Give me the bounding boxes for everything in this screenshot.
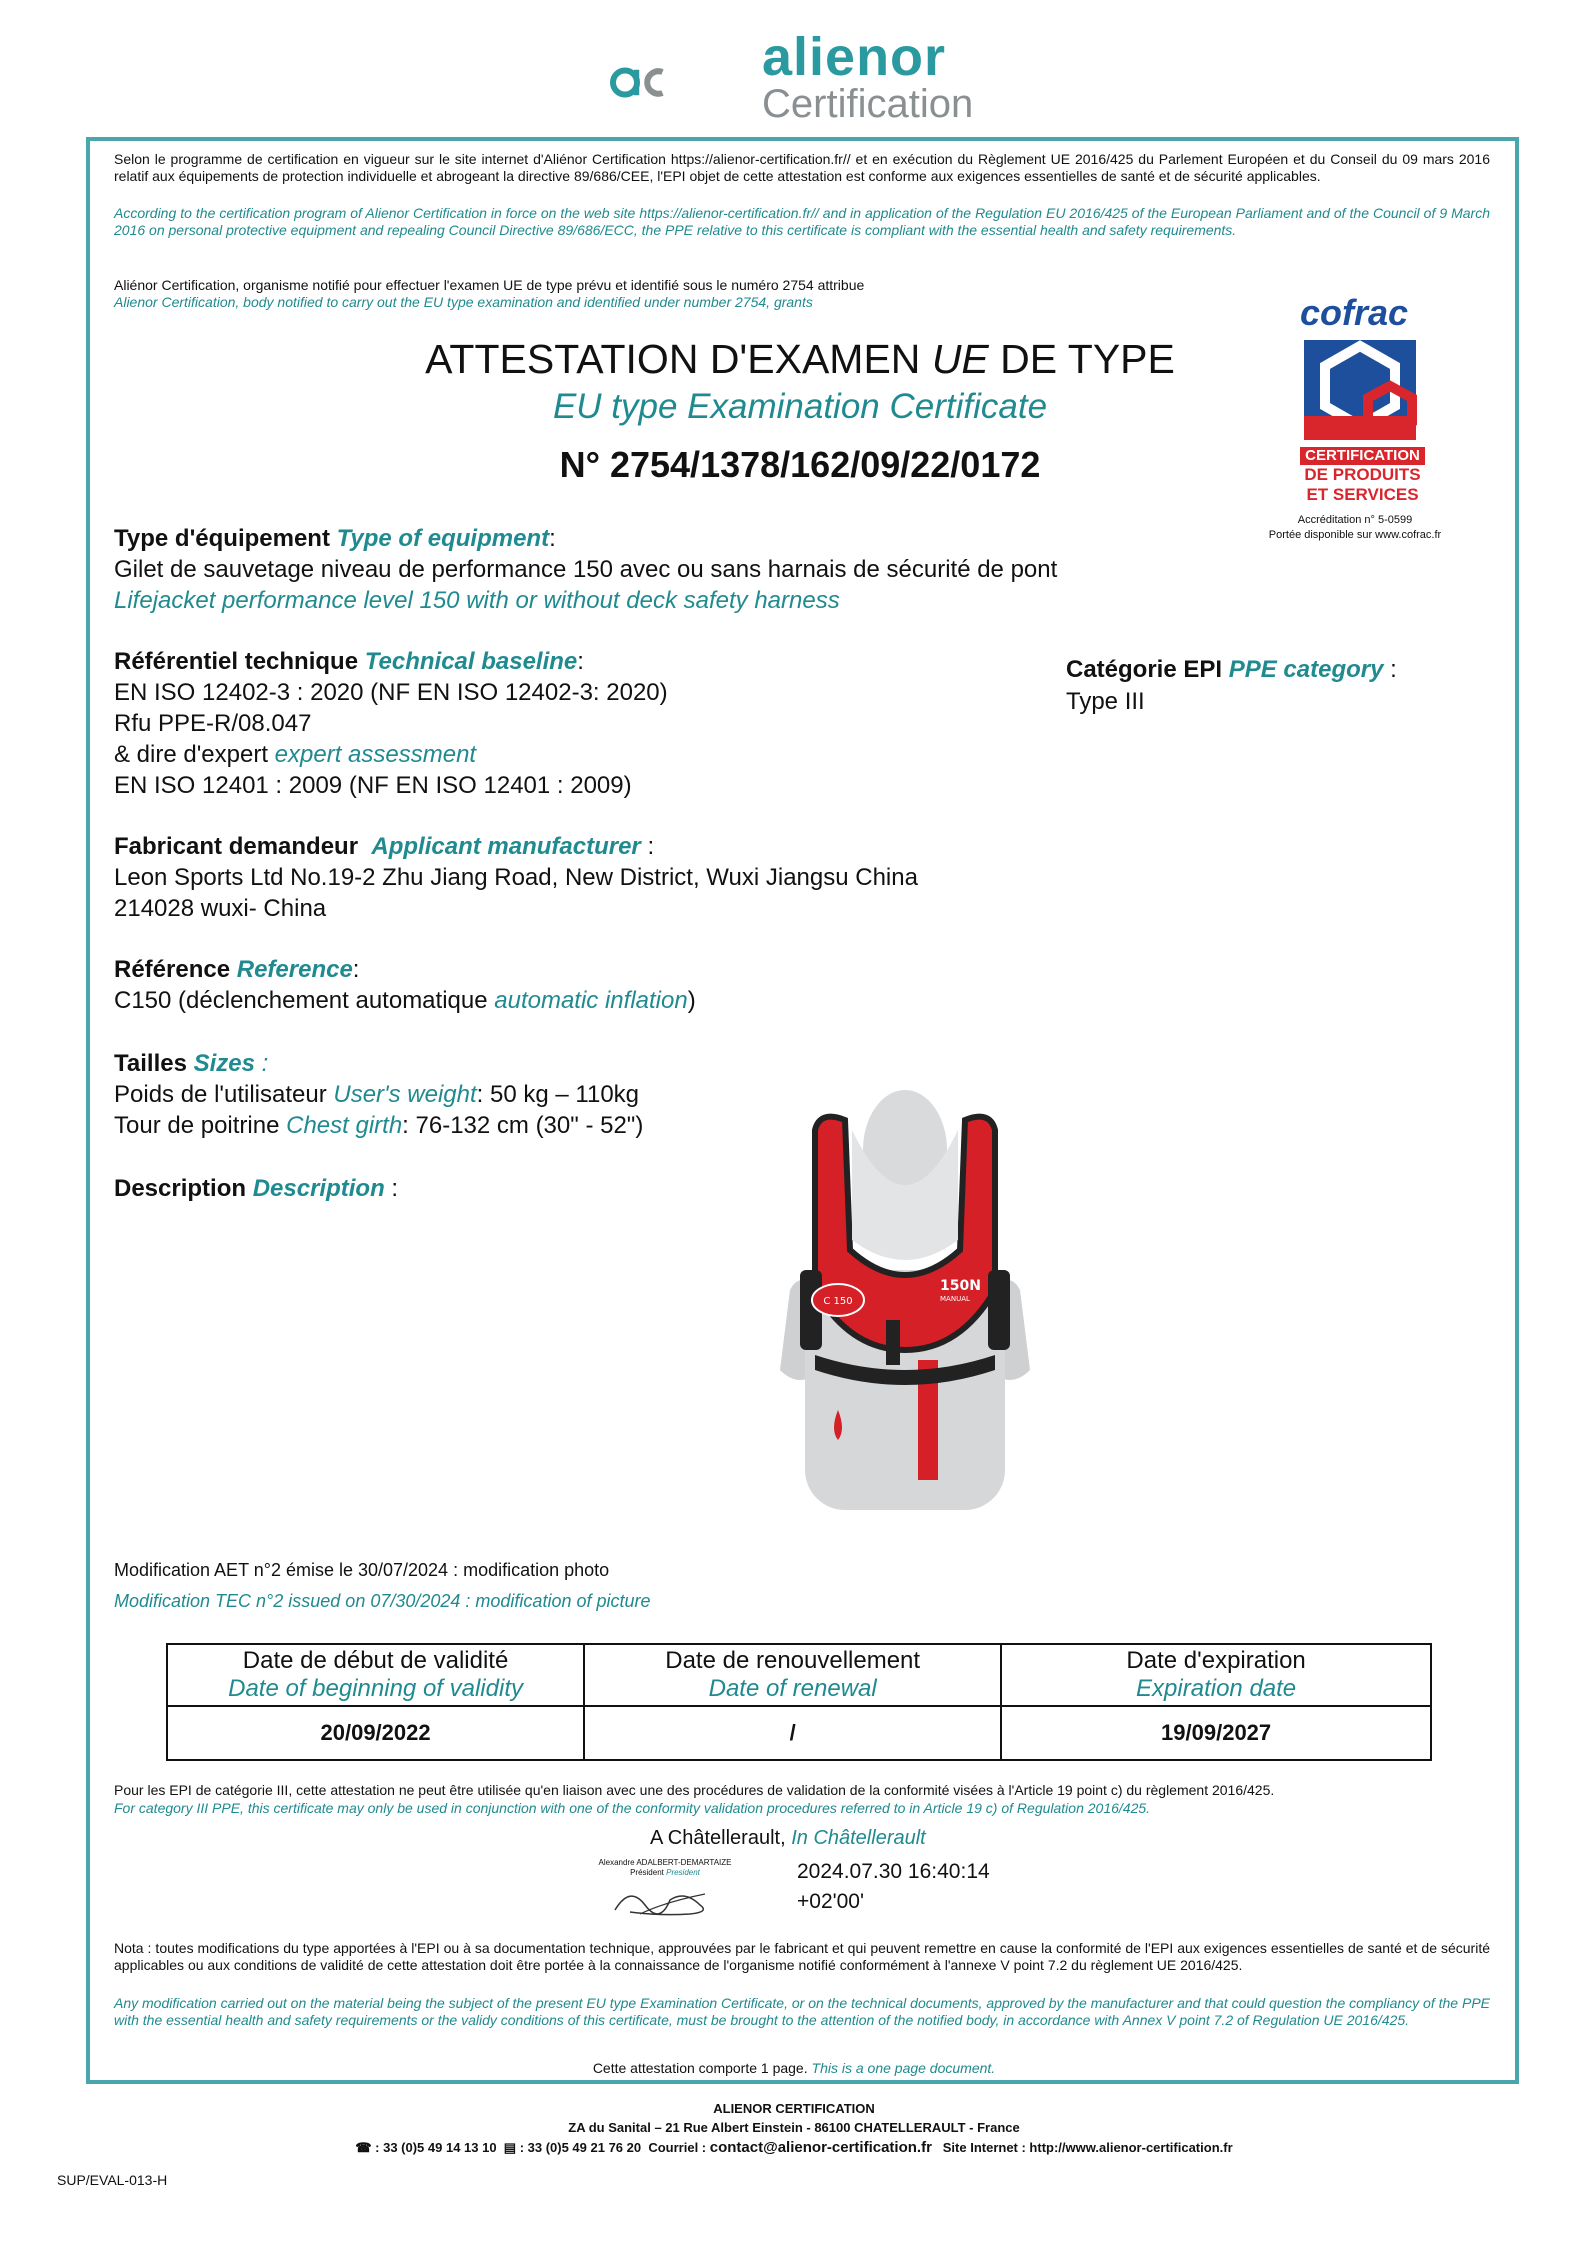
manufacturer-line2: 214028 wuxi- China (114, 895, 327, 922)
cofrac-line2: DE PRODUITS (1304, 465, 1421, 484)
description-label (114, 1174, 398, 1204)
baseline-line3 (114, 740, 476, 770)
signer-role (590, 1868, 740, 1877)
validity-header-renewal-en: Date of renewal (708, 1675, 877, 1702)
sizes-weight-fr: Poids de l'utilisateur (114, 1081, 334, 1108)
alienor-logo-mark (610, 28, 760, 128)
validity-expiration-date: 19/09/2027 (1001, 1706, 1431, 1760)
manufacturer-label-fr: Fabricant demandeur (114, 833, 372, 860)
footer-fax: ▤ : 33 (0)5 49 21 76 20 (503, 2140, 649, 2155)
lifejacket-illustration (760, 1090, 1050, 1515)
description-label-fr: Description (114, 1175, 253, 1202)
signature-scribble (610, 1880, 720, 1920)
validity-header-start-en: Date of beginning of validity (228, 1675, 523, 1702)
footer-website-link[interactable]: Site Internet : http://www.alienor-certification.fr (931, 2140, 1233, 2155)
intro-text-en: According to the certification program of Alienor Certification in force on the web site https://alienor-certification.fr// and in application of the Regulation EU 2016/425 of the European Parliament and of the Council of 9 March 2016 on personal protective equipment and repealing Council Directive 89/686/ECC, the PPE relative to this certificate is compliant with the essential health and safety requirements. (114, 205, 1490, 238)
signature-timestamp: 2024.07.30 16:40:14 (797, 1860, 990, 1883)
modification-en: Modification TEC n°2 issued on 07/30/2024 : modification of picture (114, 1591, 651, 1611)
baseline-line3-fr: & dire d'expert (114, 741, 275, 768)
cofrac-name: cofrac (1300, 292, 1409, 333)
sizes-label-fr: Tailles (114, 1050, 194, 1077)
page-count-note-en: This is a one page document. (811, 2060, 996, 2076)
sizes-weight (114, 1080, 639, 1110)
signature-place-fr: A Châtellerault, (650, 1827, 792, 1849)
nota-en: Any modification carried out on the material being the subject of the present EU type Examination Certificate, or on the technical documents, approved by the manufacturer and that could question the compliancy of the PPE with the essential health and safety requirements or the validy conditions of this certificate, must be brought to the attention of the notified body, in accordance with Annex V point 7.2 of Regulation UE 2016/425. (114, 1995, 1490, 2028)
cofrac-accreditation: Accréditation n° 5-0599 (1297, 514, 1413, 526)
lifejacket-photo (760, 1090, 1050, 1515)
manufacturer-label (114, 832, 654, 862)
sizes-weight-value: : 50 kg – 110kg (476, 1081, 640, 1108)
validity-header-row (167, 1644, 1431, 1706)
baseline-line1: EN ISO 12402-3 : 2020 (NF EN ISO 12402-3: 2020) (114, 679, 668, 706)
footer-company: ALIENOR CERTIFICATION (713, 2101, 875, 2116)
document-reference: SUP/EVAL-013-H (57, 2172, 168, 2188)
reference-value (114, 986, 696, 1016)
validity-header-renewal (584, 1644, 1001, 1706)
baseline-line2: Rfu PPE-R/08.047 (114, 710, 312, 737)
certificate-number: N° 2754/1378/162/09/22/0172 (559, 444, 1041, 485)
reference-label-sep: : (352, 956, 360, 983)
reference-label-en: Reference (236, 956, 353, 983)
baseline-label (114, 647, 584, 677)
notified-body-en: Alienor Certification, body notified to carry out the EU type examination and identified under number 2754, grants (114, 294, 813, 310)
validity-header-renewal-fr: Date de renouvellement (665, 1647, 921, 1674)
vest-rating-label: 150N (940, 1278, 981, 1294)
signature-timezone: +02'00' (797, 1890, 864, 1913)
title-fr-part1: ATTESTATION D'EXAMEN (425, 336, 932, 382)
cofrac-line1: CERTIFICATION (1300, 447, 1425, 465)
category-label-en: PPE category (1228, 656, 1384, 683)
validity-start-date: 20/09/2022 (167, 1706, 584, 1760)
manufacturer-label-en: Applicant manufacturer (371, 833, 641, 860)
category-label-fr: Catégorie EPI (1066, 656, 1229, 683)
page-count-note (0, 2060, 1588, 2077)
category-label-sep: : (1383, 656, 1397, 683)
validity-header-expiration (1001, 1644, 1431, 1706)
sizes-weight-en: User's weight (333, 1081, 477, 1108)
baseline-line4: EN ISO 12401 : 2009 (NF EN ISO 12401 : 2009) (114, 772, 632, 799)
footer-phone: ☎ : 33 (0)5 49 14 13 10 (355, 2140, 504, 2155)
validity-renewal-date: / (584, 1706, 1001, 1760)
baseline-label-en: Technical baseline (364, 648, 578, 675)
category-iii-note-en: For category III PPE, this certificate may only be used in conjunction with one of the conformity validation procedures referred to in Article 19 c) of Regulation 2016/425. (114, 1800, 1151, 1816)
signer-name: Alexandre ADALBERT-DEMARTAIZE (598, 1858, 732, 1867)
signature-place-en: In Châtellerault (791, 1827, 926, 1849)
reference-value-close: ) (687, 987, 696, 1014)
sizes-label (114, 1049, 268, 1079)
reference-label (114, 955, 359, 985)
equipment-label-en: Type of equipment (336, 525, 550, 552)
signer-role-en: President (666, 1868, 700, 1877)
description-label-en: Description (252, 1175, 385, 1202)
footer-address: ZA du Sanital – 21 Rue Albert Einstein - 86100 CHATELLERAULT - France (568, 2120, 1020, 2135)
sizes-chest-en: Chest girth (286, 1112, 403, 1139)
logo-text-alienor: alienor (762, 27, 947, 87)
nota-fr: Nota : toutes modifications du type apportées à l'EPI ou à sa documentation technique, approuvées par le fabricant et qui peuvent remettre en cause la conformité de l'EPI aux exigences essentielles de santé et de sécurité applicables ou aux conditions de validité de cette attestation doit être portée à la connaissance de l'organisme notifié conformément à l'annexe V point 7.2 du règlement UE 2016/425. (114, 1940, 1490, 1973)
validity-header-expiration-fr: Date d'expiration (1126, 1647, 1306, 1674)
notified-body-fr: Aliénor Certification, organisme notifié pour effectuer l'examen UE de type prévu et identifié sous le numéro 2754 attribue (114, 277, 865, 293)
manufacturer-line1: Leon Sports Ltd No.19-2 Zhu Jiang Road, New District, Wuxi Jiangsu China (114, 864, 918, 891)
description-label-sep: : (384, 1175, 399, 1202)
validity-header-start-fr: Date de début de validité (242, 1647, 509, 1674)
equipment-label-fr: Type d'équipement (114, 525, 337, 552)
equipment-value-en: Lifejacket performance level 150 with or without deck safety harness (114, 587, 840, 614)
certificate-title-fr (300, 335, 1300, 383)
sizes-label-en: Sizes (193, 1050, 255, 1077)
validity-header-start (167, 1644, 584, 1706)
validity-header-expiration-en: Expiration date (1136, 1675, 1297, 1702)
manufacturer-label-sep: : (640, 833, 655, 860)
footer-email-link[interactable]: contact@alienor-certification.fr (709, 2139, 932, 2156)
cofrac-line3: ET SERVICES (1306, 485, 1419, 504)
signer-role-fr: Président (630, 1868, 667, 1877)
sizes-chest (114, 1111, 643, 1141)
category-iii-note-fr: Pour les EPI de catégorie III, cette attestation ne peut être utilisée qu'en liaison avec une des procédures de validation de la conformité visées à l'Article 19 point c) du règlement 2016/425. (114, 1782, 1275, 1798)
footer-mail-label: Courriel : (648, 2140, 710, 2155)
cofrac-scope: Portée disponible sur www.cofrac.fr (1268, 529, 1442, 541)
sizes-chest-value: : 76-132 cm (30" - 52") (402, 1112, 644, 1139)
logo-text-certification: Certification (762, 82, 974, 126)
footer-contact (0, 2139, 1588, 2156)
equipment-label (114, 524, 556, 554)
certificate-title-en: EU type Examination Certificate (552, 387, 1048, 426)
validity-table (166, 1643, 1432, 1761)
reference-value-en: automatic inflation (494, 987, 688, 1014)
modification-fr: Modification AET n°2 émise le 30/07/2024 : modification photo (114, 1560, 610, 1580)
intro-text-fr: Selon le programme de certification en vigueur sur le site internet d'Aliénor Certification https://alienor-certification.fr// et en exécution du Règlement UE 2016/425 du Parlement Européen et du Conseil du 09 mars 2016 relatif aux équipements de protection individuelle et abrogeant la directive 89/686/CEE, l'EPI objet de cette attestation est conforme aux exigences essentielles de santé et de sécurité applicables. (114, 151, 1490, 184)
vest-brand-label: C 150 (823, 1296, 853, 1307)
cofrac-hexagon-icon (1300, 336, 1420, 446)
baseline-label-fr: Référentiel technique (114, 648, 365, 675)
equipment-value-fr: Gilet de sauvetage niveau de performance 150 avec ou sans harnais de sécurité de pont (114, 556, 1058, 583)
reference-value-fr: C150 (déclenchement automatique (114, 987, 495, 1014)
validity-values-row (167, 1706, 1431, 1760)
category-value: Type III (1066, 688, 1145, 715)
title-fr-italic: UE (931, 336, 989, 382)
reference-label-fr: Référence (114, 956, 237, 983)
equipment-label-sep: : (549, 525, 556, 552)
sizes-chest-fr: Tour de poitrine (114, 1112, 287, 1139)
vest-mode-label: MANUAL (940, 1295, 970, 1303)
category-label (1066, 655, 1397, 685)
baseline-line3-en: expert assessment (274, 741, 477, 768)
page-count-note-fr: Cette attestation comporte 1 page. (592, 2060, 812, 2076)
cofrac-badge (1250, 292, 1460, 542)
sizes-label-sep: : (254, 1050, 269, 1077)
signature-place (650, 1827, 926, 1850)
baseline-label-sep: : (577, 648, 584, 675)
title-fr-part2: DE TYPE (988, 336, 1175, 382)
